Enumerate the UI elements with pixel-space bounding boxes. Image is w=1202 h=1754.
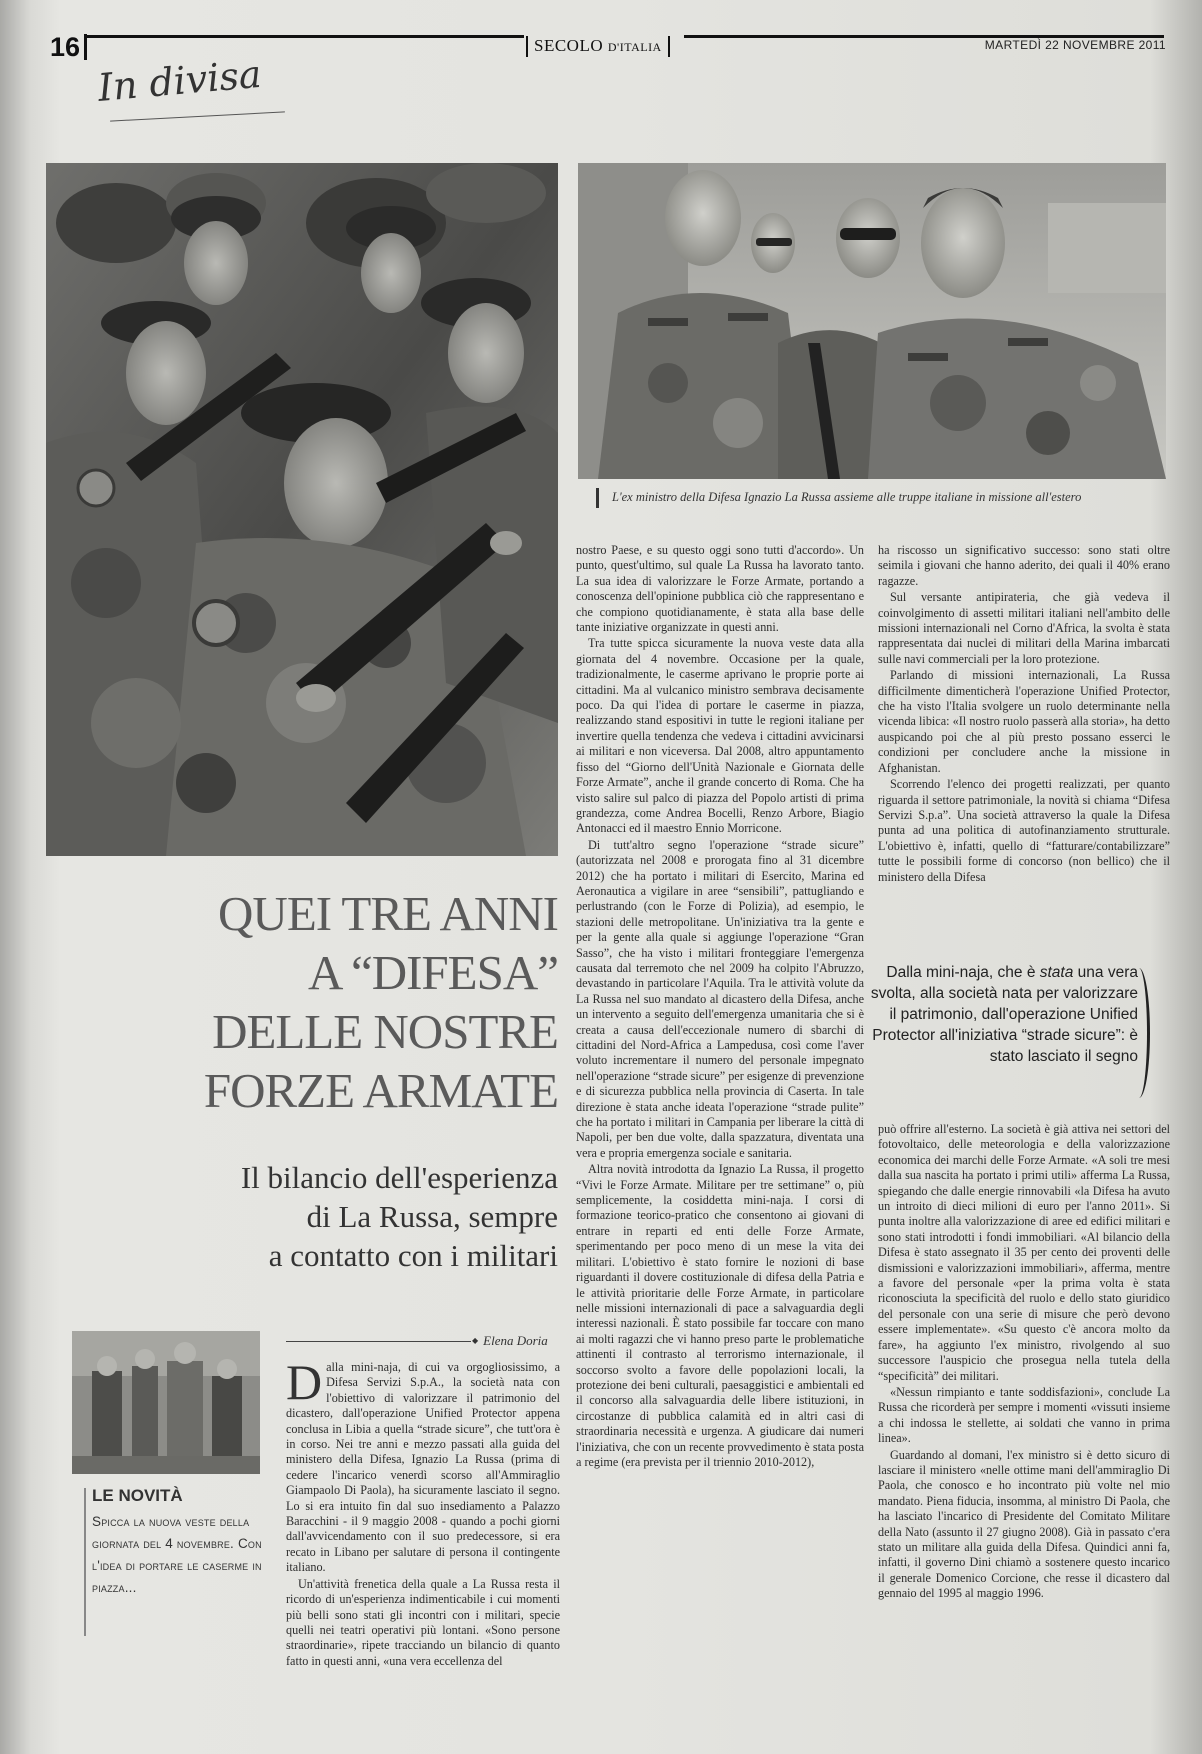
article-paragraph: ha riscosso un significativo successo: sono stati oltre seimila i giovani che hanno aderito, dei quali il 40% erano ragazze. (878, 543, 1170, 588)
sidebar-photo (72, 1331, 260, 1474)
article-column-3-top (878, 543, 1170, 955)
byline: ◆ Elena Doria (472, 1333, 548, 1349)
article-paragraph: Sul versante antipirateria, che già vedeva il coinvolgimento di assetti militari italiani nell'ambito delle missioni internazionali nel Corno d'Africa, la svolta è stata rappresentata dai nuclei di militari della Marina imbarcati sulle navi commerciali per la loro protezione. (878, 590, 1170, 666)
main-photo-soldiers (46, 163, 558, 856)
article-column-2 (576, 543, 864, 1737)
article-paragraph (286, 1360, 560, 1576)
article-column-3-bottom (878, 1122, 1170, 1737)
article-paragraph: Di tutt'altro segno l'operazione “strade sicure” (autorizzata nel 2008 e prorogata fino al 31 dicembre 2012) che ha portato i militari di Esercito, Marina ed Aeronautica a vigilare in aree “sensibili”, pattugliando e perlustrando (con le Forze di Polizia), ad esempio, le stazioni delle metropolitane. Un'iniziativa tra la gente e per la gente alla quale si aggiunge l'operazione “Gran Sasso”, che ha visto i militari fronteggiare l'emergenza causata dal terremoto che nel 2009 ha colpito l'Abruzzo, devastando in particolare l'Aquila. Tra le attività volute da La Russa nel suo mandato al dicastero della Difesa, anche un intervento a seguito dell'emergenza umanitaria che si è creata a causa dell'eccezionale numero di sbarchi di cittadini del Nord-Africa a Lampedusa, così come l'aver voluto incrementare il numero del personale impegnato nell'operazione “strade sicure” per esigenze di prevenzione e di sicurezza pubblica nella provincia di Caserta. In tale direzione è stata anche ideata l'operazione “strade pulite” che ha portato i militari in Campania per liberare la città di Napoli, per ben due volte, dalla spazzatura, diventata una vera e propria emergenza sociale e sanitaria. (576, 837, 864, 1160)
sidebar-text: Spicca la nuova veste della giornata del 4 novembre. Con l'idea di portare le caserme in piazza... (92, 1514, 262, 1595)
header-rule-left (86, 35, 524, 38)
pull-quote-part1: Dalla mini-naja, che è (886, 964, 1040, 981)
masthead-small: D'ITALIA (607, 40, 662, 54)
article-paragraph: nostro Paese, e su questo oggi sono tutti d'accordo». Un punto, quest'ultimo, sul quale La Russa ha lavorato tanto. La sua idea di valorizzare le Forze Armate, portando a conoscenza dell'opinione pubblica ciò che rappresentano e che compiono quotidianamente, è stata alla base delle tante iniziative organizzate in questi anni. (576, 543, 864, 635)
sidebar-title: LE NOVITÀ (92, 1486, 183, 1505)
article-paragraph: Guardando al domani, l'ex ministro si è detto sicuro di lasciare il ministero «nelle ottime mani dell'ammiraglio Di Paola, che conosco e ho incontrato più volte nel mio mandato. Piena fiducia, insomma, al ministro Di Paola, che ha lasciato l'incarico di Presidente del Comitato Militare della Nato (assunto il 27 giugno 2008). Già in passato c'era stato un militare alla guida della Difesa. Quindici anni fa, infatti, il governo Dini chiamò a sostenere questo incarico il generale Domenico Corcione, che resse il dicastero dal gennaio del 1995 al maggio 1996. (878, 1447, 1170, 1601)
subheadline: Il bilancio dell'esperienza di La Russa, sempre a contatto con i militari (240, 1160, 558, 1273)
dateline: MARTEDÌ 22 NOVEMBRE 2011 (984, 38, 1166, 52)
article-paragraph: Tra tutte spicca sicuramente la nuova veste data alla giornata del 4 novembre. Occasione per la quale, tradizionalmente, le caserme aprivano le proprie porte ai cittadini. Ma al vulcanico ministro sembrava decisamente poco. Da qui l'idea di portare le caserme in piazza, realizzando stand espositivi in tutte le regioni italiane per invertire quella tendenza che vedeva i cittadini avvicinarsi ai militari e non viceversa. Dal 2008, altro appuntamento fisso del “Giorno dell'Unità Nazionale e Giornata delle Forze Armate”, anche il grande concerto di Roma. Che ha visto salire sul palco di piazza del Popolo artisti di prima grandezza, come Andrea Bocelli, Renzo Arbore, Biagio Antonacci ed il maestro Ennio Morricone. (576, 636, 864, 836)
byline-rule (286, 1341, 471, 1342)
headline: QUEI TRE ANNI A “DIFESA” DELLE NOSTRE FORZE ARMATE (203, 886, 558, 1118)
pull-quote (870, 962, 1138, 1067)
article-paragraph: Un'attività frenetica della quale a La Russa resta il ricordo di un'esperienza indimenticabile i cui momenti più belli sono stati gli incontri con i militari, specie quelli nei teatri operativi più lontani. «Sono persone straordinarie», ripete tracciando un bilancio di quanto fatto in questi anni, «una vera eccellenza del (286, 1576, 560, 1668)
pull-quote-emphasis: stata (1039, 964, 1074, 981)
article-column-1 (286, 1360, 560, 1738)
pull-quote-part2: una vera svolta, alla società nata per valorizzare il patrimonio, dall'operazione Unified Protector all'iniziativa “strade sicure”: è stato lasciato il segno (870, 964, 1138, 1065)
article-paragraph: Parlando di missioni internazionali, La Russa difficilmente dimenticherà l'operazione Unified Protector, che ha visto l'Italia svolgere un ruolo determinante nella vicenda libica: «Il nostro ruolo passerà alla storia», ha detto auspicando poi che al più presto possano esserci le condizioni per concludere anche la missione in Afghanistan. (878, 668, 1170, 775)
drop-cap: D (286, 1360, 323, 1410)
article-paragraph: può offrire all'esterno. La società è già attiva nei settori del fotovoltaico, delle meteorologia e della valorizzazione economica dei marchi delle Forze Armate. «A soli tre mesi dalla sua nascita ha portato i primi utili» afferma La Russa, spiegando che dalle energie rinnovabili «la Difesa ha avuto un introito di dieci milioni di euro per l'anno 2011». Si punta inoltre alla valorizzazione di aree ed edifici militari e sono stati introdotti i fondi immobiliari. «Al bilancio della Difesa è stato assegnato il 35 per cento dei proventi delle dismissioni e valorizzazioni immobiliari», afferma, mentre a favore del personale «per la prima volta è stata riconosciuta la specificità del ruolo e dello stato giuridico del personale con una serie di misure che però devono essere implementate». «Su questo c'è ancora molto da fare», ha aggiunto l'ex ministro, rivolgendo al suo successore l'auspicio che prosegua nella tutela della “specificità” dei militari. (878, 1122, 1170, 1383)
paragraph-text: alla mini-naja, di cui va orgogliosissimo, a Difesa Servizi S.p.A., la società nata con l'obiettivo di valorizzare il patrimonio del dicastero, dall'operazione Unified Protector appena conclusa in Libia a quella “strade sicure”, che tutt'ora è in corso. Nei tre anni e mezzo passati alla guida del ministero della Difesa, Ignazio La Russa (prima di cedere l'incarico venerdì scorso all'Ammiraglio Giampaolo Di Paola), ha sicuramente lasciato il segno. Lo si era intuito fin dal suo insediamento a Palazzo Baracchini - il 9 maggio 2008 - quando a pochi giorni dall'avvicendamento con il suo predecessore, si era recato in Libano per salutare di persona il contingente italiano. (286, 1360, 560, 1575)
photo-caption: L'ex ministro della Difesa Ignazio La Russa assieme alle truppe italiane in missione all'estero (612, 490, 1082, 504)
troops-image (578, 163, 1166, 479)
masthead (526, 36, 670, 57)
article-paragraph: Scorrendo l'elenco dei progetti realizzati, per quanto riguarda il settore patrimoniale, la novità si chiama “Difesa Servizi S.p.a”. Una società attraverso la quale la Difesa punta ad una politica di autofinanziamento strutturale. L'obiettivo è, infatti, quello di “fatturare/contabilizzare” tutte le possibili forme di concorso (non bellico) che il ministero della Difesa (878, 777, 1170, 884)
caption-bar (596, 488, 599, 508)
pull-quote-bracket (1128, 968, 1150, 1098)
masthead-main: SECOLO (534, 36, 604, 55)
article-paragraph: Altra novità introdotta da Ignazio La Russa, il progetto “Vivi le Forze Armate. Militare per tre settimane” o, più semplicemente, la cosiddetta mini-naja. I corsi di formazione teorico-pratico che consentono ai giovani di entrare in reparti ed enti delle Forze Armate, sperimentando per poco meno di un mese la vita dei militari. L'obiettivo è stato fornire le nozioni di base riguardanti il dovere costituzionale di difesa della Patria e le attività prioritarie delle Forze Armate, in particolare nelle missioni internazionali di pace a salvaguardia degli interessi nazionali. È stato possibile far toccare con mano ai molti ragazzi che vi hanno preso parte le problematiche attinenti il contrasto al terrorismo internazionale, il soccorso svolto a favore delle popolazioni locali, la protezione dei beni culturali, paesaggistici e ambientali ed il concorso alla salvaguardia delle libere istituzioni, in circostanze di pubblica calamità ed in altri casi di straordinaria necessità e urgenza. A giudicare dai numeri l'iniziativa, che con un recente provvedimento è stata posta a regime (era prevista per il triennio 2010-2012), (576, 1162, 864, 1469)
article-paragraph: «Nessun rimpianto e tante soddisfazioni», conclude La Russa che ricorderà per sempre i momenti «vissuti insieme a chi indossa le stellette, ai soldati che vanno in prima linea». (878, 1384, 1170, 1446)
photo-la-russa-troops (578, 163, 1166, 479)
sidebar-accent-bar (84, 1488, 86, 1636)
sidebar-image (72, 1331, 260, 1474)
section-title: In divisa (96, 51, 264, 110)
page-number: 16 (50, 34, 87, 60)
soldiers-image (46, 163, 558, 856)
section-underline (110, 111, 285, 121)
